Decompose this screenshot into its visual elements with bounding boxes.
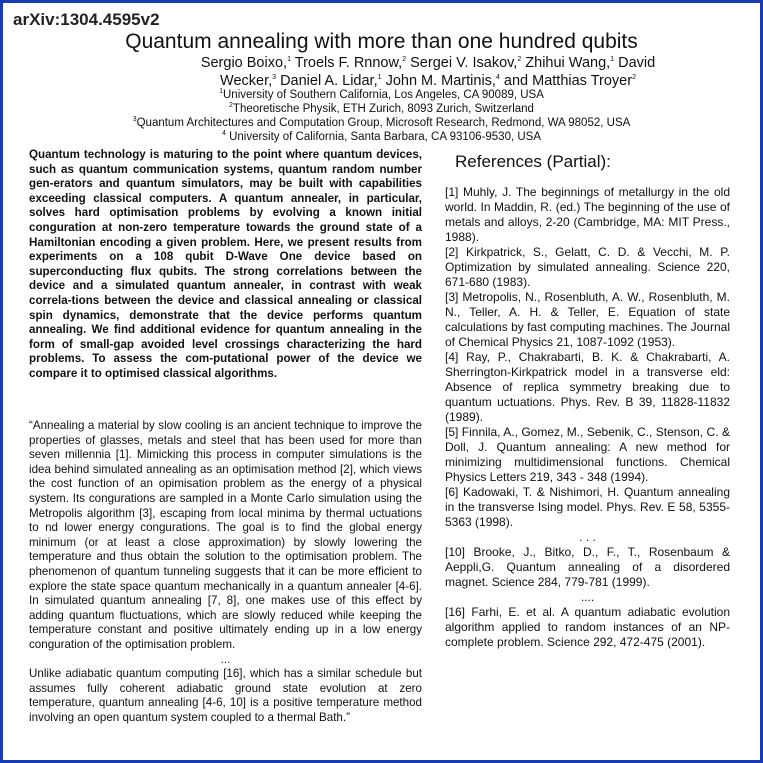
reference-item: [3] Metropolis, N., Rosenbluth, A. W., Rosenbluth, M. N., Teller, A. H. & Teller, E. Equation of state calculations by fast computing machines. The Journal of Chemical Physics 21, 1087-1092 (1953).: [445, 290, 730, 349]
references-heading: References (Partial):: [455, 152, 611, 171]
references-gap: . . .: [579, 530, 596, 544]
reference-item: [1] Muhly, J. The beginnings of metallurgy in the old world. In Maddin, R. (ed.) The beginning of the use of metals and alloys, 2-20 (Cambridge, MA: MIT Press., 1988).: [445, 185, 730, 244]
author: David Wecker,$^3$: [220, 55, 656, 89]
reference-item: [5] Finnila, A., Gomez, M., Sebenik, C., Stenson, C. & Doll, J. Quantum annealing: A new method for minimizing multidimensional functions. Chemical Physics Letters 219, 343 - 348 (1994).: [445, 425, 730, 484]
arxiv-id: arXiv:1304.4595v2: [13, 10, 160, 29]
reference-item: [6] Kadowaki, T. & Nishimori, H. Quantum annealing in the transverse Ising model. Phys. Rev. E 58, 5355-5363 (1998).: [445, 485, 730, 529]
author: Daniel A. Lidar,$^1$: [280, 73, 382, 89]
reference-item: [16] Farhi, E. et al. A quantum adiabatic evolution algorithm applied to random instances of an NP-complete problem. Science 292, 472-475 (2001).: [445, 605, 730, 649]
annealing-quote: [29, 419, 422, 725]
author: John M. Martinis,$^4$: [385, 73, 500, 89]
affiliation: $^3$Quantum Architectures and Computation Group, Microsoft Research, Redmond, WA 98052, USA: [132, 116, 631, 129]
references-gap: ....: [580, 590, 595, 604]
reference-item: [4] Ray, P., Chakrabarti, B. K. & Chakrabarti, A. Sherrington-Kirkpatrick model in a transverse eld: Absence of replica symmetry breaking due to quantum uctuations. Phys. Rev. B 39, 11828-11832 (1989).: [445, 350, 730, 424]
affiliation-list: [3, 88, 760, 144]
paper-title: Quantum annealing with more than one hundred qubits: [125, 30, 638, 53]
author: Sergio Boixo,$^1$: [200, 55, 291, 71]
author: Troels F. Rnnow,$^2$: [294, 55, 407, 71]
quote-paragraph: Unlike adiabatic quantum computing [16], which has a similar schedule but assumes fully coherent adiabatic ground state evolution at zero temperature, quantum annealing [4-6, 10] is a positive temperature method involving an open quantum system coupled to a thermal Bath.”: [29, 667, 422, 724]
references-list: [445, 185, 730, 650]
author: and Matthias Troyer$^2$: [503, 73, 636, 89]
author-list: [193, 54, 663, 90]
affiliation: $^2$Theoretische Physik, ETH Zurich, 8093 Zurich, Switzerland: [229, 102, 534, 115]
quote-ellipsis: ...: [220, 652, 231, 666]
reference-item: [2] Kirkpatrick, S., Gelatt, C. D. & Vecchi, M. P. Optimization by simulated annealing. Science 220, 671-680 (1983).: [445, 245, 730, 289]
author: Zhihui Wang,$^1$: [525, 55, 615, 71]
quote-paragraph: “Annealing a material by slow cooling is an ancient technique to improve the properties of glasses, metals and steel that has been used for more than seven millennia [1]. Mimicking this process in computer simulations is the idea behind simulated annealing as an optimisation method [2], which views the cost function of an opimisation problem as the energy of a physical system. Its congurations are sampled in a Monte Carlo simulation using the Metropolis algorithm [3], escaping from local minima by thermal uctuations to nd lower energy congurations. The goal is to find the global energy minimum (or at least a close approximation) by slowly lowering the temperature and thus obtain the solution to the optimisation problem. The phenomenon of quantum tunneling suggests that it can be more efficient to explore the state space quantum mechanically in a quantum annealer [4-6]. In simulated quantum annealing [7, 8], one makes use of this effect by adding quantum fluctuations, which are slowly reduced while keeping the temperature constant and positive ultimately ending up in a low energy conguration of the optimisation problem.: [29, 419, 422, 651]
abstract: Quantum technology is maturing to the point where quantum devices, such as quantum communication systems, quantum random number gen-erators and quantum simulators, may be built with capabilities exceeding classical computers. A quantum annealer, in particular, solves hard optimisation problems by evolving a known initial conguration at non-zero temperature towards the ground state of a Hamiltonian encoding a given problem. Here, we present results from experiments on a 108 qubit D-Wave One device based on superconducting flux qubits. The strong correlations between the device and a simulated quantum annealer, in contrast with weak correla-tions between the device and classical annealing or classical spin dynamics, demonstrate that the device performs quantum annealing. We find additional evidence for quantum annealing in the form of small-gap avoided level crossings characterizing the hard problems. To assess the com-putational power of the device we compare it to optimised classical algorithms.: [29, 148, 422, 380]
author: Sergei V. Isakov,$^2$: [410, 55, 522, 71]
affiliation: $^1$University of Southern California, Los Angeles, CA 90089, USA: [219, 88, 544, 101]
affiliation: $^4$ University of California, Santa Barbara, CA 93106-9530, USA: [221, 130, 542, 143]
reference-item: [10] Brooke, J., Bitko, D., F., T., Rosenbaum & Aeppli,G. Quantum annealing of a disordered magnet. Science 284, 779-781 (1999).: [445, 545, 730, 589]
